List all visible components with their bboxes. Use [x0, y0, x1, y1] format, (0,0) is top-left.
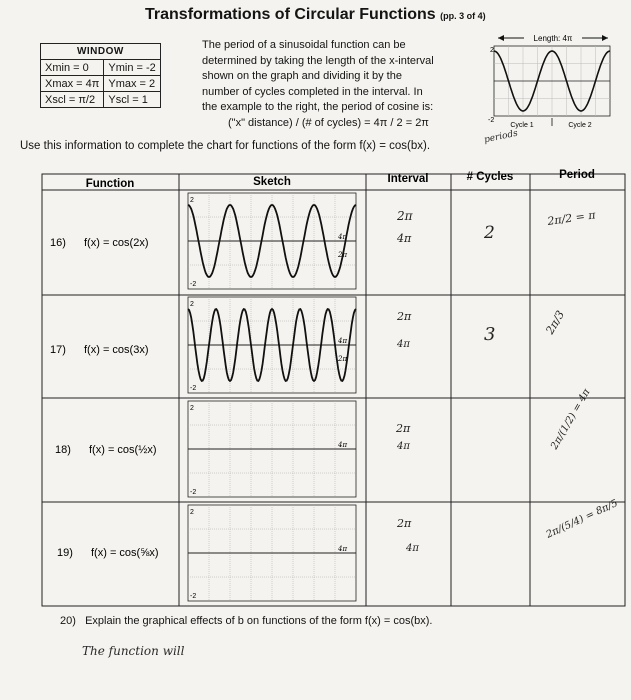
title-text: Transformations of Circular Functions — [145, 6, 436, 23]
sketch-ymax: 2 — [190, 405, 194, 412]
cycles-value: 3 — [484, 324, 496, 345]
sketch-ymax: 2 — [190, 509, 194, 516]
window-cell: Ymax = 2 — [104, 76, 160, 92]
interval-bottom: 4π — [397, 441, 410, 452]
question-text: Explain the graphical effects of b on functions of the form f(x) = cos(bx). — [85, 615, 433, 627]
col-header-interval: Interval — [387, 173, 429, 185]
interval-top: 2π — [397, 517, 412, 530]
paragraph-line: determined by taking the length of the x-interval — [202, 54, 434, 67]
window-cell: Xmin = 0 — [41, 60, 104, 76]
row-function: f(x) = cos(3x) — [84, 344, 149, 356]
paragraph-line: shown on the graph and dividing it by the — [202, 70, 402, 82]
paragraph-line: The period of a sinusoidal function can be — [202, 39, 406, 51]
row-function: f(x) = cos(⅝x) — [91, 547, 159, 559]
period-value: 2π/3 — [543, 308, 568, 337]
row-function: f(x) = cos(½x) — [89, 444, 157, 456]
window-cell: Xmax = 4π — [41, 76, 104, 92]
sketch-ymin: -2 — [190, 385, 197, 392]
col-header-cycles: # Cycles — [466, 171, 514, 183]
period-value: 2π/(1/2) = 4π — [549, 387, 593, 452]
sketch-xmax-label: 4π — [338, 233, 348, 241]
question-20 — [60, 615, 432, 627]
col-header-period: Period — [559, 169, 595, 181]
cycles-values — [483, 223, 495, 345]
sketch-handwritten-label: 2π — [338, 355, 348, 363]
cycles-value: 2 — [484, 223, 495, 243]
window-header: WINDOW — [41, 44, 161, 60]
cycle1-label: Cycle 1 — [510, 122, 534, 129]
example-ymin: -2 — [488, 117, 495, 124]
example-ymax: 2 — [490, 47, 494, 54]
sketch-handwritten-label: 2π — [338, 251, 348, 259]
sketch-xmax-label: 4π — [338, 545, 348, 553]
length-label: Length: 4π — [533, 34, 573, 43]
col-header-sketch: Sketch — [253, 176, 291, 188]
answer-20-handwriting: The function will — [82, 644, 185, 658]
row-number: 17) — [50, 344, 66, 356]
paragraph-line: number of cycles completed in the interval. In — [202, 85, 423, 98]
sketch-ymin: -2 — [190, 593, 197, 600]
interval-bottom: 4π — [397, 232, 412, 245]
paragraph-line: the example to the right, the period of cosine is: — [202, 101, 434, 113]
interval-top: 2π — [397, 310, 412, 323]
period-values — [543, 208, 620, 541]
period-value: 2π/(5/4) = 8π/5 — [544, 497, 620, 541]
row-function: f(x) = cos(2x) — [84, 237, 149, 249]
col-header-function: Function — [85, 178, 135, 190]
interval-top: 2π — [397, 209, 413, 223]
sketch-ymax: 2 — [190, 301, 194, 308]
instruction-handwritten-note: periods — [483, 128, 519, 146]
window-cell: Ymin = -2 — [104, 60, 160, 76]
row-number: 18) — [55, 444, 71, 456]
window-cell: Xscl = π/2 — [41, 92, 104, 108]
instruction: Use this information to complete the chart for functions of the form f(x) = cos(bx). — [20, 140, 431, 152]
row-number: 19) — [57, 547, 73, 559]
interval-bottom: 4π — [397, 339, 410, 350]
sketch-xmax-label: 4π — [338, 337, 348, 345]
sketch-ymin: -2 — [190, 489, 197, 496]
interval-bottom: 4π — [406, 543, 419, 554]
title-pages: (pp. 3 of 4) — [440, 11, 486, 21]
paragraph-line: ("x" distance) / (# of cycles) = 4π / 2 = 2π — [228, 116, 429, 129]
window-cell: Yscl = 1 — [104, 92, 160, 108]
sketch-ymax: 2 — [190, 197, 194, 204]
period-value: 2π/2 = π — [546, 208, 597, 228]
row-number: 16) — [50, 237, 66, 249]
sketch-grids — [188, 193, 356, 601]
cycle2-label: Cycle 2 — [568, 122, 592, 129]
sketch-ymin: -2 — [190, 281, 197, 288]
interval-top: 2π — [396, 422, 411, 435]
sketch-xmax-label: 4π — [338, 441, 348, 449]
question-number: 20) — [60, 615, 76, 627]
